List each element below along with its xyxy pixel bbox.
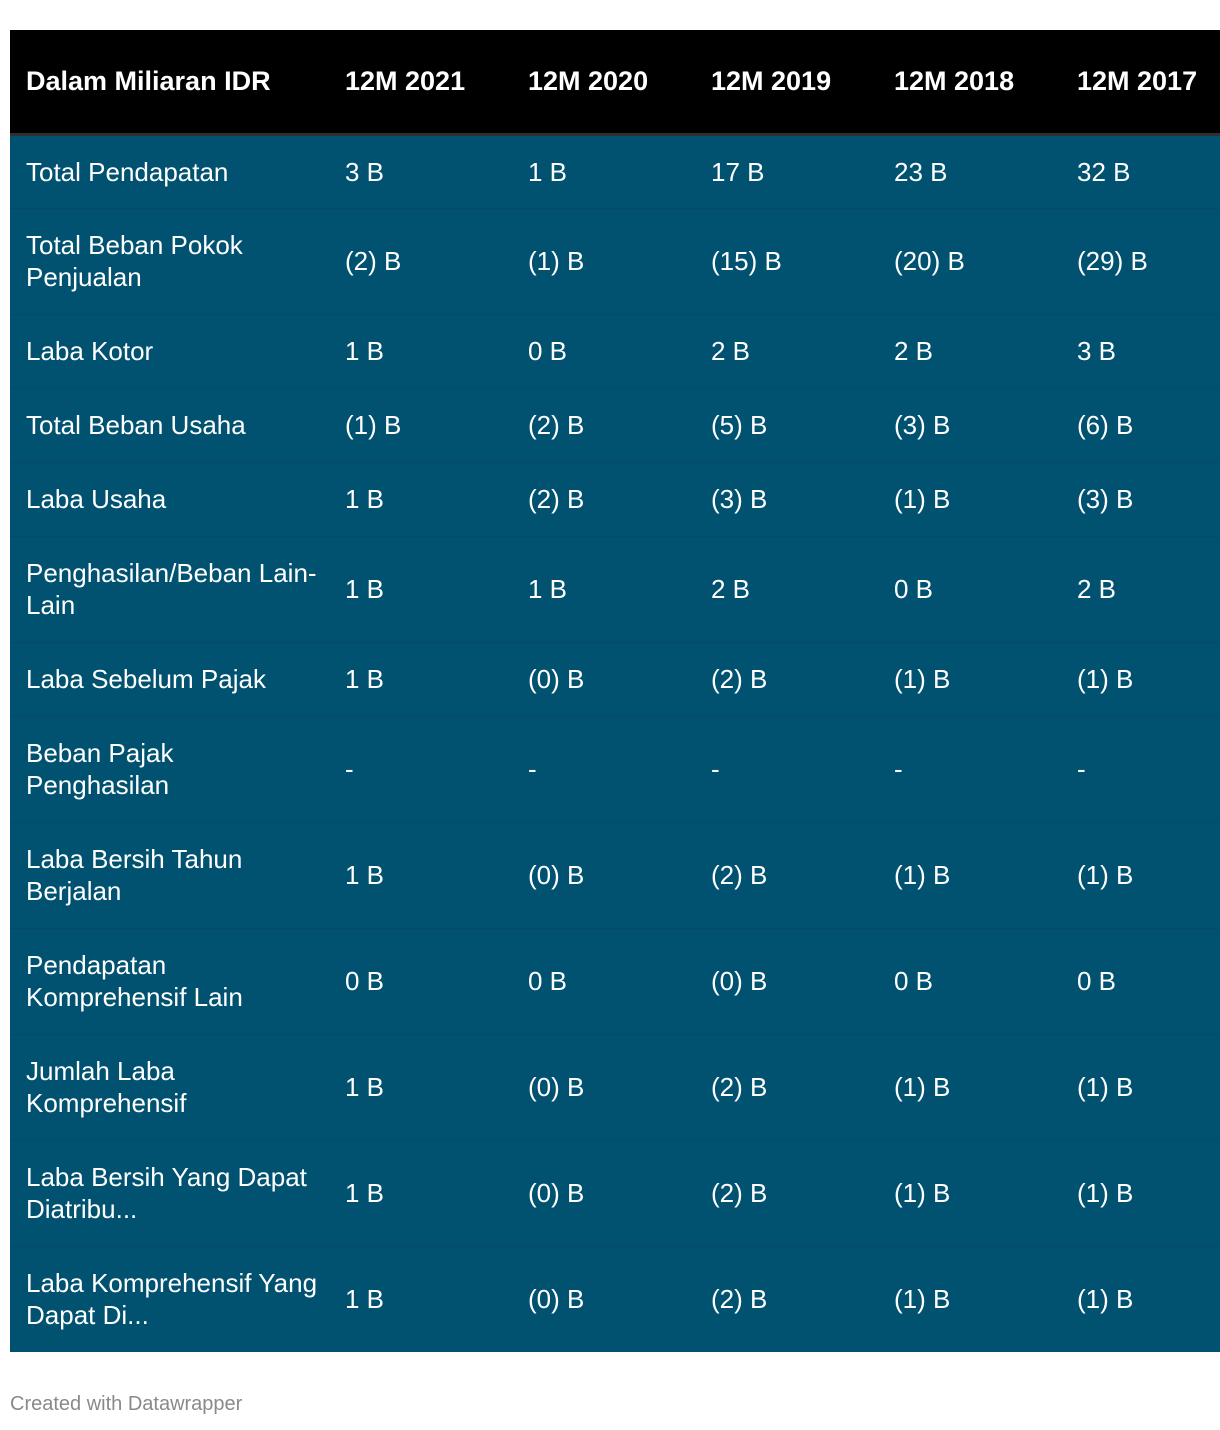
table-row bbox=[10, 388, 1220, 462]
table-row bbox=[10, 1246, 1220, 1352]
value-cell: 0 B bbox=[894, 966, 934, 996]
row-label: Total Beban Usaha bbox=[26, 410, 246, 440]
header-cell-label: Dalam Miliaran IDR bbox=[26, 65, 271, 96]
table-row bbox=[10, 536, 1220, 642]
value-cell: (1) B bbox=[894, 860, 951, 890]
value-cell: 2 B bbox=[1077, 574, 1117, 604]
datawrapper-credit: Created with Datawrapper bbox=[10, 1393, 243, 1415]
table-row bbox=[10, 642, 1220, 716]
value-cell: 1 B bbox=[345, 574, 385, 604]
table-header-row bbox=[10, 30, 1220, 134]
table-row bbox=[10, 928, 1220, 1034]
value-cell: (2) B bbox=[528, 410, 585, 440]
value-cell: (0) B bbox=[528, 664, 585, 694]
value-cell: (2) B bbox=[345, 246, 402, 276]
value-cell: (29) B bbox=[1077, 246, 1148, 276]
header-cell-2017: 12M 2017 bbox=[1077, 65, 1198, 96]
value-cell: 1 B bbox=[345, 1178, 385, 1208]
table-row bbox=[10, 208, 1220, 314]
value-cell: 0 B bbox=[1077, 966, 1117, 996]
value-cell: 0 B bbox=[894, 574, 934, 604]
value-cell: (1) B bbox=[894, 1072, 951, 1102]
value-cell: 2 B bbox=[711, 336, 751, 366]
row-label: Laba Sebelum Pajak bbox=[26, 664, 266, 694]
table-row bbox=[10, 462, 1220, 536]
row-label: Laba Usaha bbox=[26, 484, 167, 514]
value-cell: (2) B bbox=[711, 1284, 768, 1315]
value-cell: (0) B bbox=[711, 966, 768, 996]
value-cell: (0) B bbox=[528, 1178, 585, 1208]
value-cell: (20) B bbox=[894, 246, 965, 276]
financial-table-container bbox=[10, 30, 1210, 1352]
value-cell: (0) B bbox=[528, 1284, 585, 1315]
row-label: Laba Kotor bbox=[26, 336, 154, 366]
value-cell: (6) B bbox=[1077, 410, 1134, 440]
header-cell-2019: 12M 2019 bbox=[711, 65, 832, 96]
row-label: Beban Pajak Penghasilan bbox=[26, 738, 174, 800]
value-cell: (15) B bbox=[711, 246, 782, 276]
value-cell: (1) B bbox=[1077, 1284, 1134, 1315]
value-cell: - bbox=[528, 754, 537, 784]
table-row bbox=[10, 716, 1220, 822]
value-cell: (1) B bbox=[528, 246, 585, 276]
value-cell: (1) B bbox=[894, 664, 951, 694]
value-cell: (1) B bbox=[1077, 1178, 1134, 1208]
table-row bbox=[10, 822, 1220, 928]
value-cell: (2) B bbox=[711, 664, 768, 694]
value-cell: (2) B bbox=[711, 1178, 768, 1208]
value-cell: (2) B bbox=[711, 1072, 768, 1102]
value-cell: (2) B bbox=[528, 484, 585, 514]
value-cell: - bbox=[711, 754, 720, 784]
value-cell: (0) B bbox=[528, 860, 585, 890]
header-cell-2021: 12M 2021 bbox=[345, 65, 466, 96]
value-cell: (3) B bbox=[711, 484, 768, 514]
value-cell: 32 B bbox=[1077, 156, 1131, 187]
value-cell: 2 B bbox=[711, 574, 751, 604]
value-cell: (1) B bbox=[894, 1178, 951, 1208]
income-statement-table bbox=[10, 30, 1220, 1352]
row-label: Laba Bersih Tahun Berjalan bbox=[26, 844, 243, 906]
row-label: Penghasilan/Beban Lain-Lain bbox=[26, 558, 317, 620]
table-row bbox=[10, 1034, 1220, 1140]
value-cell: (1) B bbox=[1077, 860, 1134, 890]
table-body bbox=[10, 134, 1220, 1352]
value-cell: 2 B bbox=[894, 336, 934, 366]
table-row bbox=[10, 134, 1220, 208]
value-cell: - bbox=[345, 754, 354, 784]
value-cell: (1) B bbox=[1077, 1072, 1134, 1102]
table-row bbox=[10, 1140, 1220, 1246]
row-label: Total Beban Pokok Penjualan bbox=[26, 230, 243, 292]
header-cell-2020: 12M 2020 bbox=[528, 65, 649, 96]
value-cell: (1) B bbox=[894, 1284, 951, 1315]
value-cell: 1 B bbox=[345, 664, 385, 694]
value-cell: (3) B bbox=[894, 410, 951, 440]
value-cell: 23 B bbox=[894, 156, 948, 187]
value-cell: - bbox=[894, 754, 903, 784]
row-label: Pendapatan Komprehensif Lain bbox=[26, 950, 243, 1012]
value-cell: (0) B bbox=[528, 1072, 585, 1102]
row-label: Laba Bersih Yang Dapat Diatribu... bbox=[26, 1162, 307, 1224]
value-cell: 1 B bbox=[345, 484, 385, 514]
row-label: Jumlah Laba Komprehensif bbox=[26, 1056, 187, 1118]
value-cell: 0 B bbox=[345, 966, 385, 996]
value-cell: 3 B bbox=[345, 156, 385, 187]
value-cell: (1) B bbox=[1077, 664, 1134, 694]
value-cell: (1) B bbox=[345, 410, 402, 440]
value-cell: (2) B bbox=[711, 860, 768, 890]
value-cell: - bbox=[1077, 754, 1086, 784]
value-cell: 1 B bbox=[345, 860, 385, 890]
value-cell: (1) B bbox=[894, 484, 951, 514]
value-cell: 1 B bbox=[345, 336, 385, 366]
row-label: Laba Komprehensif Yang Dapat Di... bbox=[26, 1268, 318, 1331]
value-cell: (3) B bbox=[1077, 484, 1134, 514]
value-cell: 1 B bbox=[528, 156, 568, 187]
row-label: Total Pendapatan bbox=[26, 156, 229, 187]
value-cell: 1 B bbox=[345, 1072, 385, 1102]
value-cell: 0 B bbox=[528, 336, 568, 366]
value-cell: 0 B bbox=[528, 966, 568, 996]
value-cell: 17 B bbox=[711, 156, 765, 187]
value-cell: (5) B bbox=[711, 410, 768, 440]
value-cell: 3 B bbox=[1077, 336, 1117, 366]
value-cell: 1 B bbox=[528, 574, 568, 604]
table-row bbox=[10, 314, 1220, 388]
value-cell: 1 B bbox=[345, 1284, 385, 1315]
header-cell-2018: 12M 2018 bbox=[894, 65, 1015, 96]
